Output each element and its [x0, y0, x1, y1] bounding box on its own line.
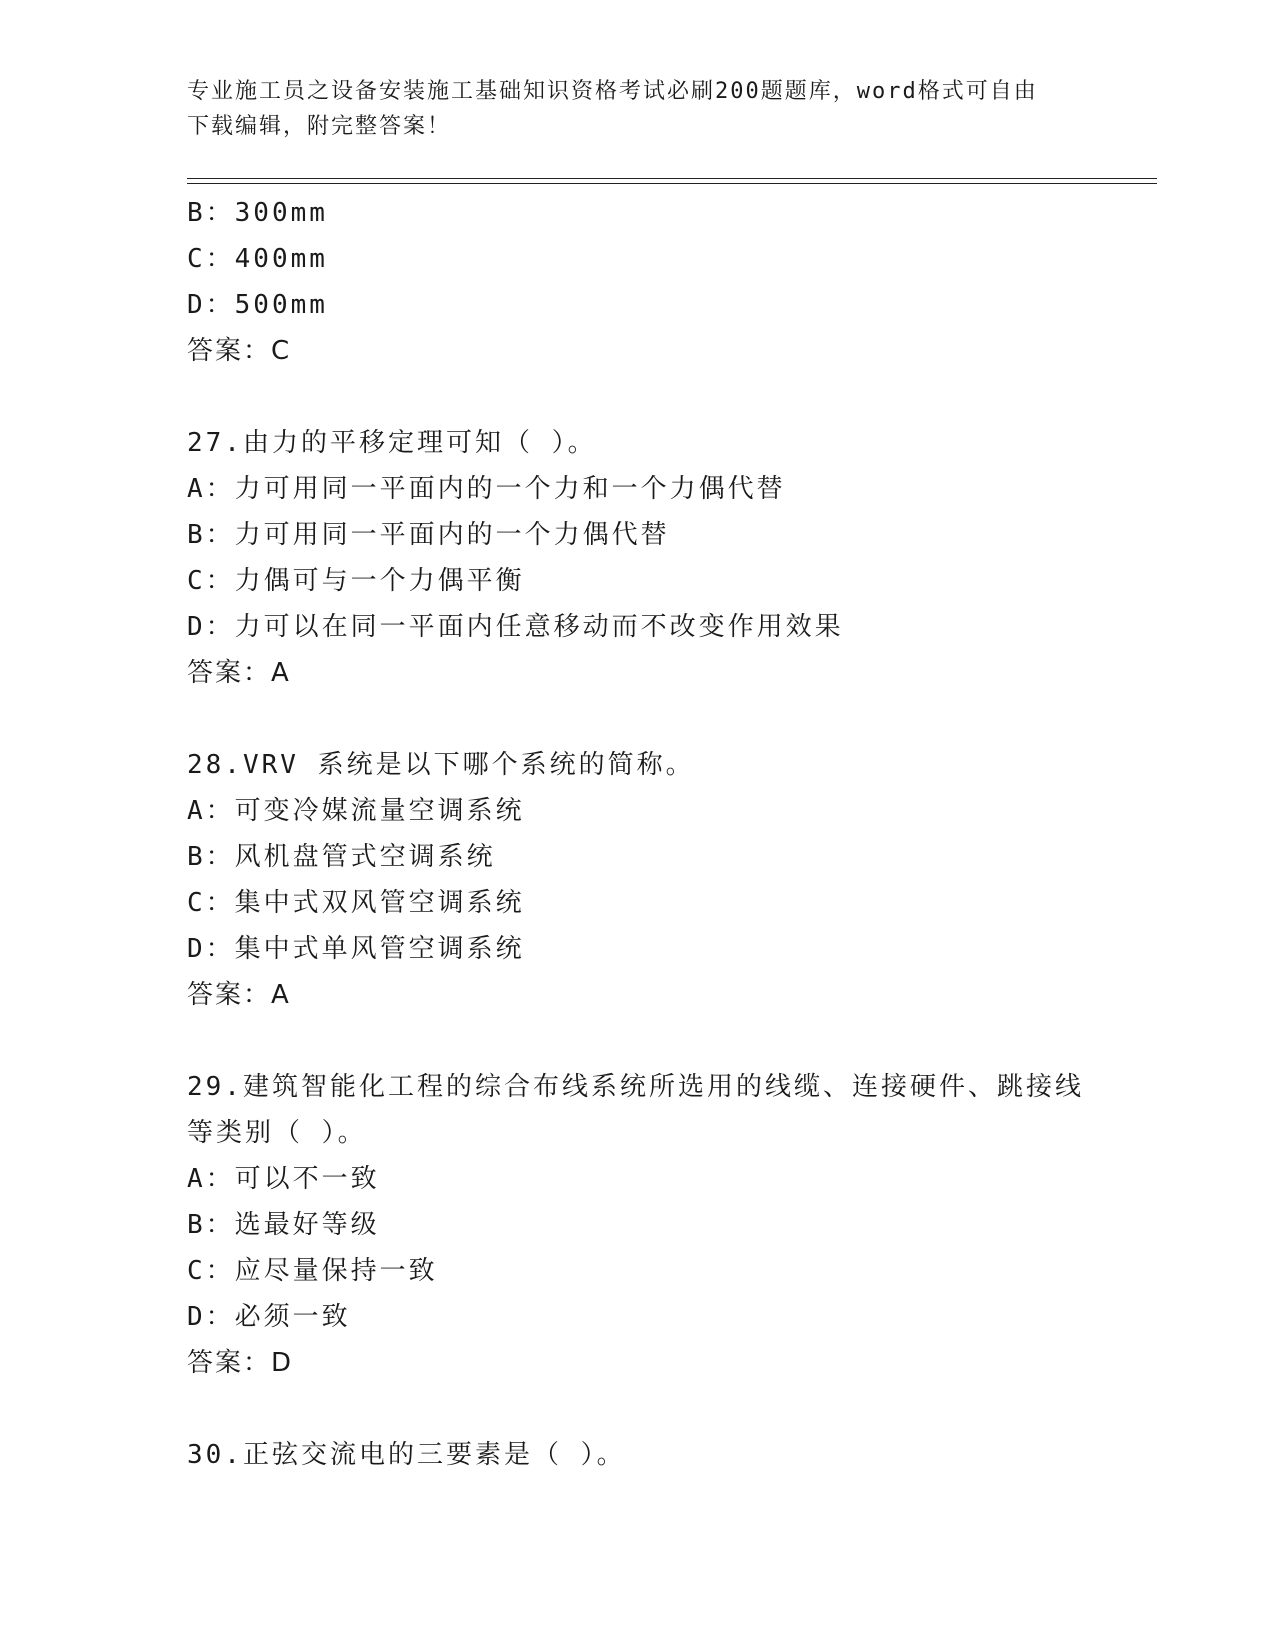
option-c: C：集中式双风管空调系统 [187, 888, 525, 918]
option-d: D：必须一致 [187, 1302, 351, 1332]
header-line-1: 专业施工员之设备安装施工基础知识资格考试必刷200题题库，word格式可自由 [187, 79, 1038, 104]
question-title: 30.正弦交流电的三要素是（ ）。 [187, 1440, 626, 1470]
option-a: A：可以不一致 [187, 1164, 380, 1194]
question-list [187, 190, 1147, 1478]
answer-line: 答案：D [187, 1348, 294, 1378]
question-27 [187, 420, 1147, 696]
document-header [187, 74, 1087, 144]
option-a: A：力可用同一平面内的一个力和一个力偶代替 [187, 474, 786, 504]
answer-line: 答案：A [187, 980, 291, 1010]
answer-line: 答案：C [187, 336, 292, 366]
header-rule-bottom [187, 183, 1157, 184]
option-c: C：力偶可与一个力偶平衡 [187, 566, 525, 596]
option-b: B：力可用同一平面内的一个力偶代替 [187, 520, 670, 550]
header-line-2: 下载编辑，附完整答案！ [187, 114, 452, 139]
option-c: C：400mm [187, 244, 328, 274]
question-title: 28.VRV 系统是以下哪个系统的简称。 [187, 750, 695, 780]
question-26-continued [187, 190, 1147, 374]
option-d: D：集中式单风管空调系统 [187, 934, 525, 964]
question-title-line-1: 29.建筑智能化工程的综合布线系统所选用的线缆、连接硬件、跳接线 [187, 1072, 1084, 1102]
question-29 [187, 1064, 1147, 1386]
question-30 [187, 1432, 1147, 1478]
option-d: D：500mm [187, 290, 328, 320]
question-28 [187, 742, 1147, 1018]
question-title: 27.由力的平移定理可知（ ）。 [187, 428, 597, 458]
header-rule-top [187, 178, 1157, 179]
option-b: B：选最好等级 [187, 1210, 380, 1240]
option-b: B：300mm [187, 198, 328, 228]
option-a: A：可变冷媒流量空调系统 [187, 796, 525, 826]
option-d: D：力可以在同一平面内任意移动而不改变作用效果 [187, 612, 844, 642]
answer-line: 答案：A [187, 658, 291, 688]
option-c: C：应尽量保持一致 [187, 1256, 438, 1286]
option-b: B：风机盘管式空调系统 [187, 842, 496, 872]
question-title-line-2: 等类别（ ）。 [187, 1118, 367, 1148]
